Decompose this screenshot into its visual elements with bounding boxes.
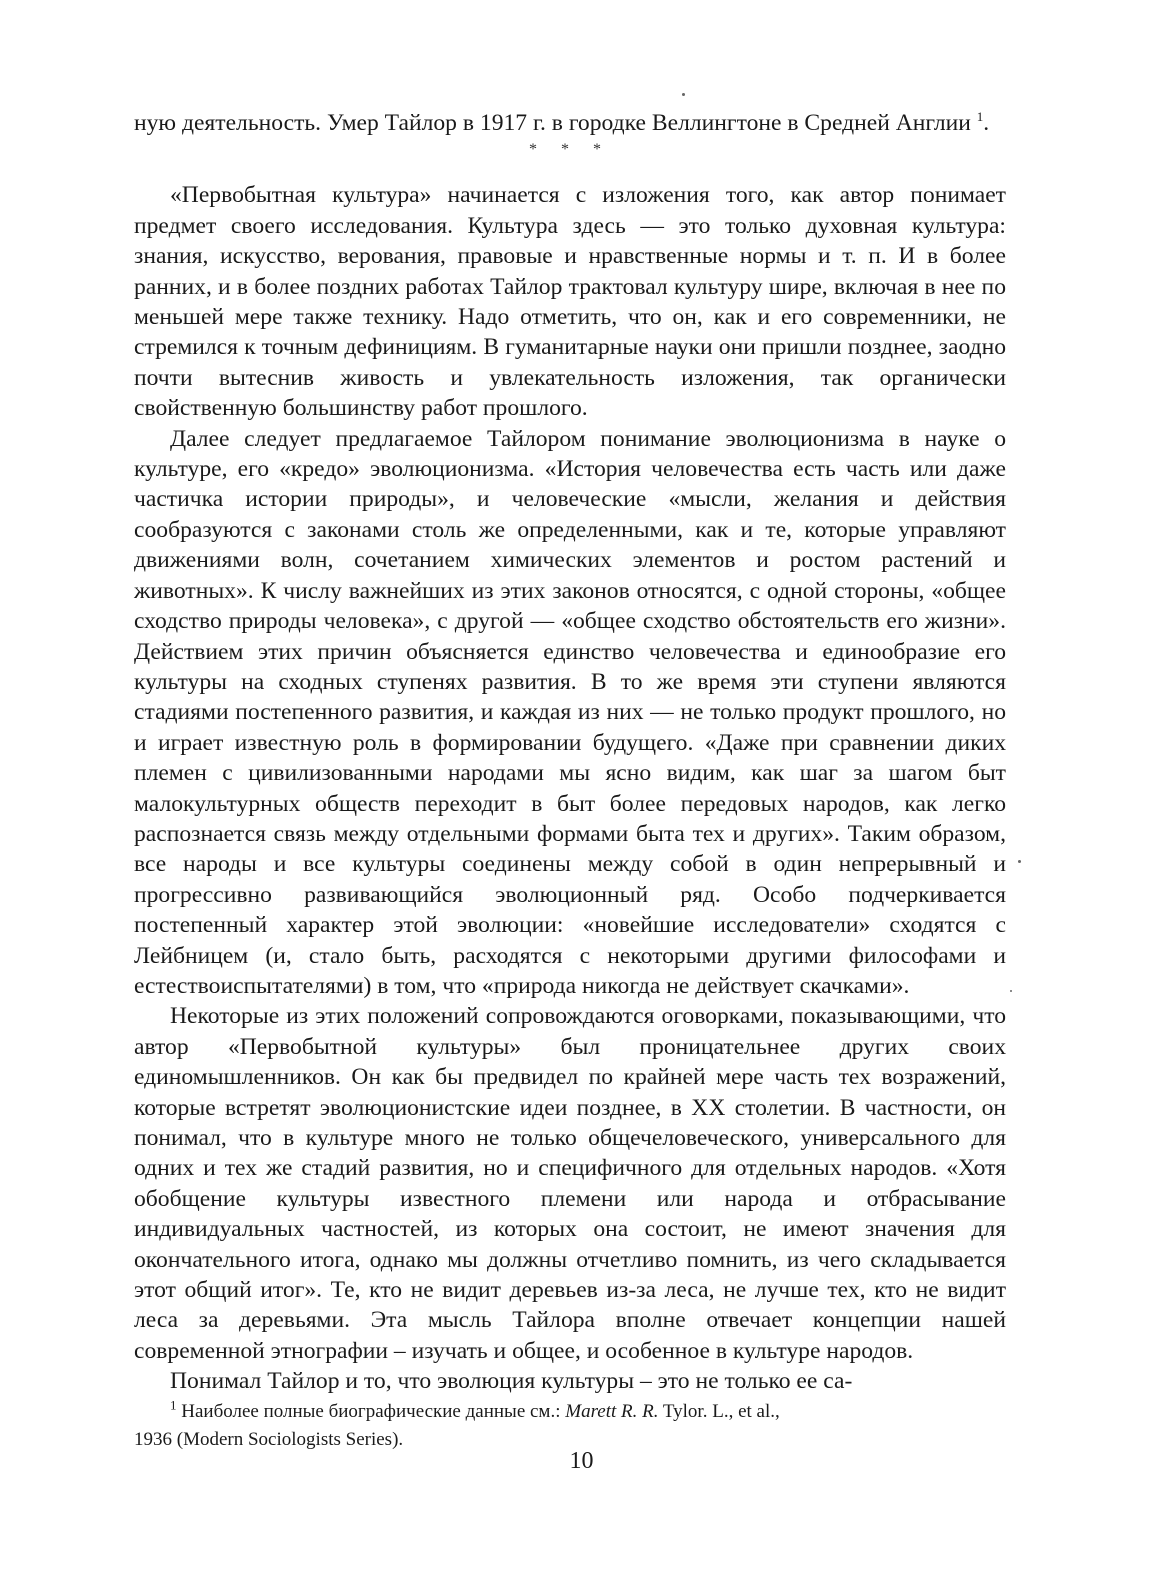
paragraph-1: «Первобытная культура» начинается с изложения того, как автор понимает предмет своего исследования. Культура здесь — это только духовная культура: знания, искусство, верования, правовые и нравственные нормы и т. п. И в более ранних, и в более поздних работах Тайлор трактовал культуру шире, включая в нее по меньшей мере также технику. Надо отметить, что он, как и его современники, не стремился к точным дефинициям. В гуманитарные науки они пришли позднее, заодно почти вытеснив живость и увлекательность изложения, так органически свойственную большинству работ прошлого.: [134, 182, 1006, 422]
paragraph-4: Понимал Тайлор и то, что эволюция культуры – это не только ее са-: [170, 1368, 853, 1395]
footnote-title: Tylor. L., et al.,: [658, 1400, 780, 1422]
footnote-text: Наиболее полные биографические данные см.:: [176, 1400, 566, 1422]
scan-speck: [1018, 860, 1021, 863]
footnote-line-1: [134, 1399, 1006, 1425]
footnote-reference: 1: [976, 109, 984, 125]
opening-text: ную деятельность. Умер Тайлор в 1917 г. в городке Веллингтоне в Средней Англии: [134, 110, 977, 136]
footnote-line-2: 1936 (Modern Sociologists Series).: [134, 1428, 404, 1450]
footnote-number: 1: [170, 1397, 177, 1413]
opening-paragraph: [134, 108, 1006, 138]
paragraph-3: Некоторые из этих положений сопровождаются оговорками, показывающими, что автор «Первобытной культуры» был проницательнее других своих единомышленников. Он как бы предвидел по крайней мере часть тех возражений, которые встретят эволюционистские идеи позднее, в XX столетии. В частности, он понимал, что в культуре много не только общечеловеческого, универсального для одних и тех же стадий развития, но и специфичного для отдельных народов. «Хотя обобщение культуры известного племени или народа и отбрасывание индивидуальных частностей, из которых она состоит, не имеют значения для окончательного итога, однако мы должны отчетливо помнить, из чего складывается этот общий итог». Те, кто не видит деревьев из-за леса, не лучше тех, кто не видит леса за деревьями. Эта мысль Тайлора вполне отвечает концепции нашей современной этнографии – изучать и общее, и особенное в культуре народов.: [134, 1003, 1006, 1364]
paragraph-2: Далее следует предлагаемое Тайлором понимание эволюционизма в науке о культуре, его «кредо» эволюционизма. «История человечества есть часть или даже частичка истории природы», и человеческие «мысли, желания и действия сообразуются с законами столь же определенными, как и те, которые управляют движениями волн, сочетанием химических элементов и ростом растений и животных». К числу важнейших из этих законов относятся, с одной стороны, «общее сходство природы человека», с другой — «общее сходство обстоятельств его жизни». Действием этих причин объясняется единство человечества и единообразие его культуры на сходных ступенях развития. В то же время эти ступени являются стадиями постепенного развития, и каждая из них — не только продукт прошлого, но и играет известную роль в формировании будущего. «Даже при сравнении диких племен с цивилизованными народами мы ясно видим, как шаг за шагом быт малокультурных обществ переходит в быт более передовых народов, как легко распознается связь между отдельными формами быта тех и других». Таким образом, все народы и все культуры соединены между собой в один непрерывный и прогрессивно развивающийся эволюционный ряд. Особо подчеркивается постепенный характер этой эволюции: «новейшие исследователи» сходятся с Лейбницем (и, стало быть, расходятся с некоторыми другими философами и естествоиспытателями) в том, что «природа никогда не действует скачками».: [134, 425, 1006, 999]
scan-speck: [1010, 990, 1012, 992]
scan-speck: [682, 93, 685, 96]
page-number: 10: [569, 1448, 594, 1474]
opening-end: .: [983, 110, 990, 136]
section-separator: * * *: [529, 141, 611, 159]
book-page: [134, 108, 1006, 1453]
footnote-author: Marett R. R.: [565, 1400, 659, 1422]
footnote: [134, 1399, 1006, 1453]
